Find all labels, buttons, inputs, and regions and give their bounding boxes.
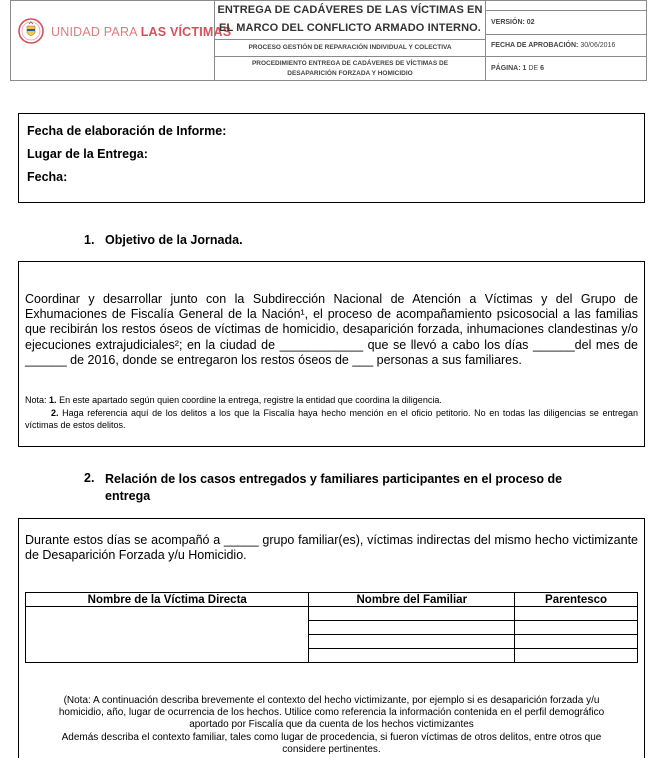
family-member-cell[interactable] [309, 635, 515, 649]
cases-table [25, 592, 638, 663]
report-info-box [18, 113, 645, 203]
relationship-cell[interactable] [515, 621, 638, 635]
objective-paragraph: Coordinar y desarrollar junto con la Subdirección Nacional de Atención a Víctimas y del Grupo de Exhumaciones de Fiscalía General de la Nación¹, el proceso de acompañamiento psicosocial a las familias que recibirán los restos óseos de víctimas de homicidio, desaparición forzada, inhumaciones clandestinas y/o ejecuciones extrajudiciales²; en la ciudad de ____________ que se llevó a cabo los días ______del mes de ______ de 2016, donde se entregaron los restos óseos de ___ personas a sus familiares. [25, 292, 638, 367]
relationship-cell[interactable] [515, 607, 638, 621]
relationship-cell[interactable] [515, 635, 638, 649]
version-cell: VERSIÓN: 02 [485, 10, 647, 35]
process-name: PROCESO GESTIÓN DE REPARACIÓN INDIVIDUAL Y COLECTIVA [214, 39, 486, 57]
header-logo-cell [10, 0, 232, 81]
objective-note: Nota: 1. En este apartado según quien coordine la entrega, registre la entidad que coordina la diligencia. 2. Haga referencia aquí de los delitos a los que la Fiscalía haya hecho mención en el oficio petitorio. No en todas las diligencias se entregan víctimas de estos delitos. [25, 395, 638, 430]
section-1-title: Objetivo de la Jornada. [105, 233, 243, 247]
table-header-row [26, 593, 638, 607]
context-note: (Nota: A continuación describa brevemente el contexto del hecho victimizante, por ejemplo si es desaparición forzada y/u homicidio, año, lugar de ocurrencia de los hechos. Utilice como referencia la información contenida en el perfil demográfico aportado por Fiscalía que da cuenta de los hechos victimizantes Además describa el contexto familiar, tales como lugar de procedencia, si fueron víctimas de otros delitos, entre otros que considere pertinentes. [58, 695, 605, 755]
section-2-title: Relación de los casos entregados y familiares participantes en el proceso de entrega [105, 472, 563, 503]
delivery-place-label: Lugar de la Entrega: [27, 147, 148, 161]
header-direct-victim: Nombre de la Víctima Directa [26, 593, 309, 607]
direct-victim-cell[interactable] [26, 607, 309, 663]
document-title: ENTREGA DE CADÁVERES DE LAS VÍCTIMAS EN EL MARCO DEL CONFLICTO ARMADO INTERNO. [214, 0, 486, 40]
section-2-number: 2. [84, 471, 95, 485]
date-label: Fecha: [27, 170, 68, 184]
table-row [26, 607, 638, 621]
family-member-cell[interactable] [309, 621, 515, 635]
relationship-cell[interactable] [515, 649, 638, 663]
cases-paragraph: Durante estos días se acompañó a _____ grupo familiar(es), víctimas indirectas del mismo hecho victimizante de Desaparición Forzada y/u Homicidio. [25, 533, 638, 563]
approval-date-cell: FECHA DE APROBACIÓN: 30/06/2016 [485, 34, 647, 57]
logo-text: UNIDAD PARA LAS VÍCTIMAS [51, 25, 232, 39]
coat-of-arms-icon [18, 18, 44, 44]
objective-box [18, 261, 645, 447]
procedure-name: PROCEDIMIENTO ENTREGA DE CADÁVERES DE VÍCTIMAS DE DESAPARICIÓN FORZADA Y HOMICIDIO [214, 56, 486, 81]
family-member-cell[interactable] [309, 649, 515, 663]
report-date-label: Fecha de elaboración de Informe: [27, 124, 227, 138]
family-member-cell[interactable] [309, 607, 515, 621]
page-number-cell: PÁGINA: 1 DE 6 [485, 56, 647, 81]
header-relationship: Parentesco [515, 593, 638, 607]
section-1-number: 1. [84, 233, 95, 247]
header-family-member: Nombre del Familiar [309, 593, 515, 607]
